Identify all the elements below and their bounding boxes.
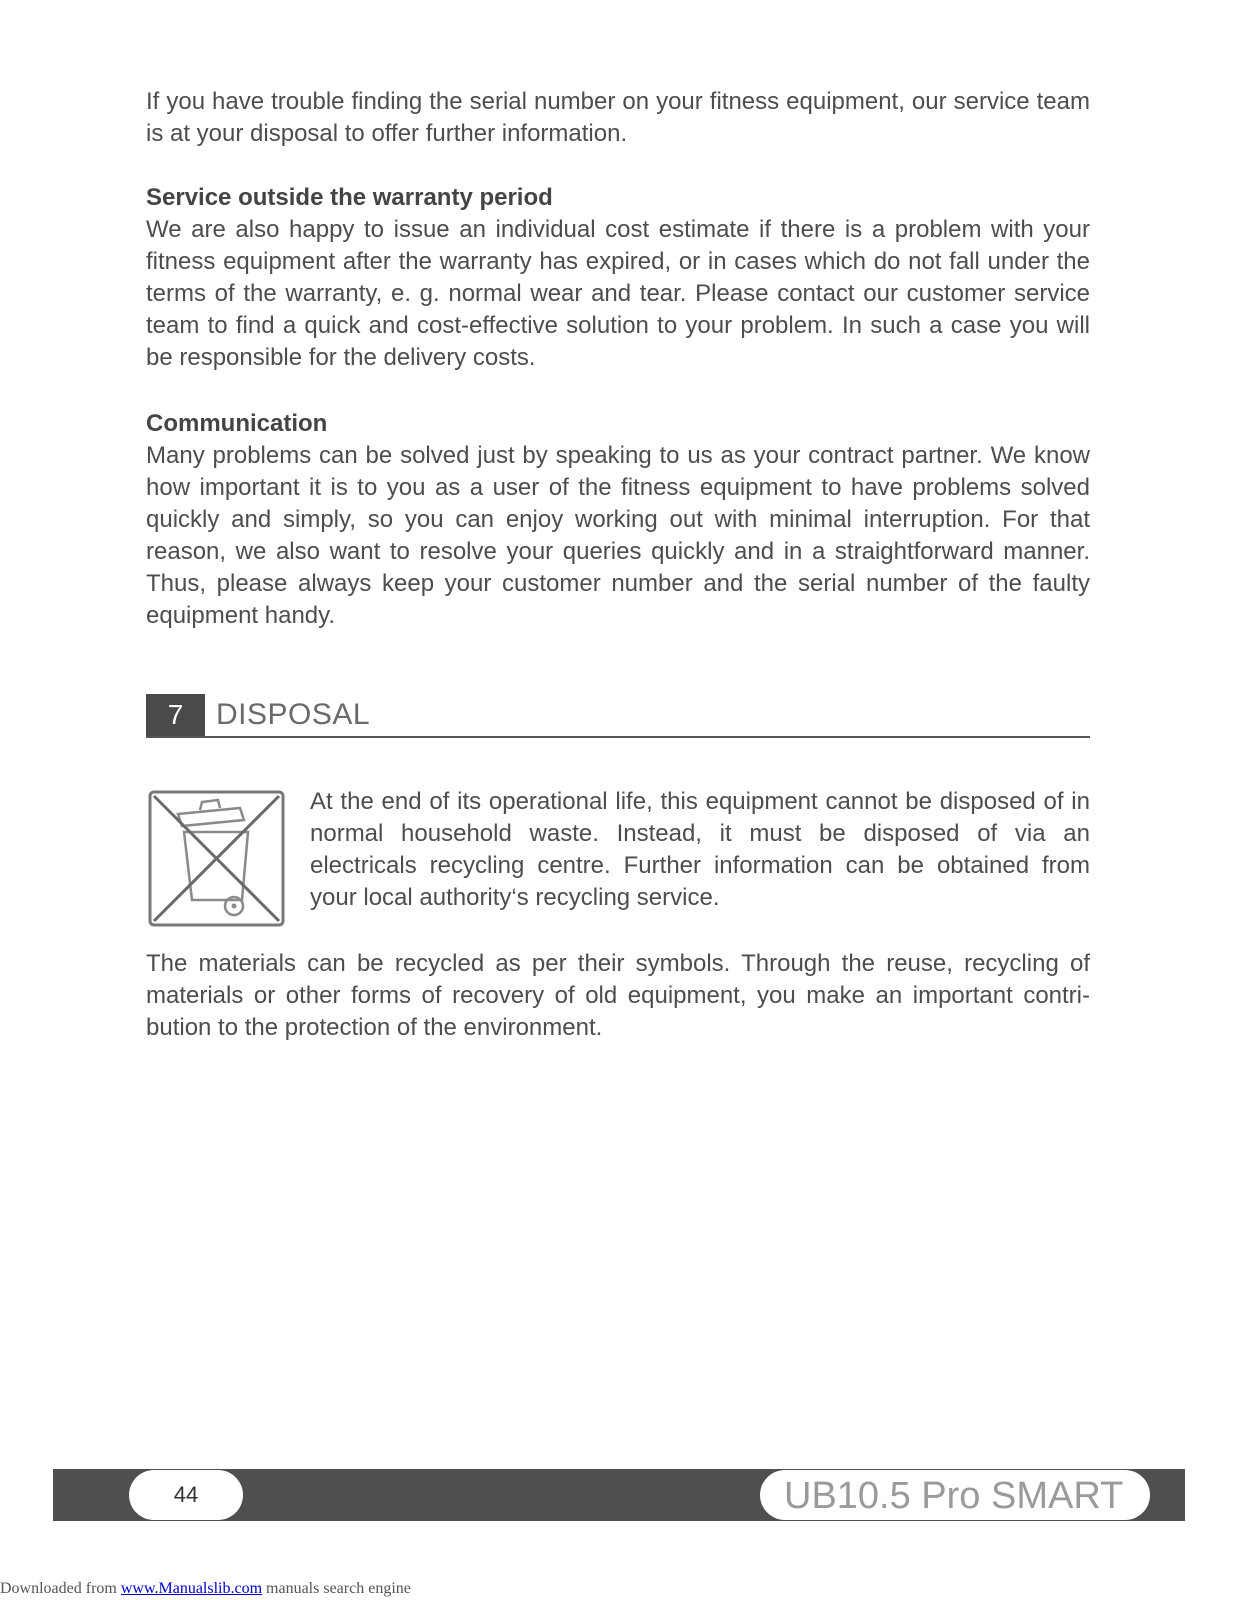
communication-heading: Communication [146,410,328,437]
weee-crossed-bin-icon [148,790,285,927]
service-text: We are also happy to issue an individual cost estimate if there is a problem with your fitness equipment after the warranty has expired, or in cases which do not fall under the terms of the warranty, e. g. normal wear and tear. Please contact our customer service team to find a quick and cost-effective solution to your problem. In such a case you will be responsible for the delivery costs. [146,216,1090,371]
download-prefix: Downloaded from [0,1580,121,1597]
service-heading: Service outside the warranty period [146,184,553,211]
materials-text: The materials can be recycled as per their symbols. Through the reuse, recycling of materials or other forms of recovery of old equipment, you make an important contri-bution to the protection of the environment. [146,950,1090,1041]
page-number: 44 [173,1482,199,1507]
section-number: 7 [146,694,205,736]
communication-text: Many problems can be solved just by speaking to us as your contract partner. We know how important it is to you as a user of the fitness equipment to have problems solved quickly and simply, so you can enjoy working out with minimal interruption. For that reason, we also want to resolve your queries quickly and in a straightforward manner. Thus, please always keep your customer number and the serial number of the faulty equipment handy. [146,442,1090,629]
model-badge [760,1470,1150,1520]
service-section [146,182,1090,374]
manualslib-link[interactable]: www.Manualslib.com [120,1580,263,1597]
model-name: UB10.5 Pro SMART [784,1475,1124,1517]
intro-paragraph [146,86,1090,150]
download-suffix: manuals search engine [262,1580,411,1597]
section-title: DISPOSAL [216,698,371,731]
disposal-text-block [310,786,1090,914]
intro-text: If you have trouble finding the serial number on your fitness equipment, our service team is at your disposal to offer further information. [146,88,1090,147]
communication-section [146,408,1090,632]
page-number-badge [129,1470,243,1520]
section-header [146,694,1090,738]
download-notice [0,1580,411,1598]
materials-paragraph [146,948,1090,1044]
disposal-text: At the end of its operational life, this equipment cannot be disposed of in normal household waste. Instead, it must be disposed of via an electricals recycling centre. Further information can be obtained from your local authority‘s recycling service. [310,788,1090,911]
